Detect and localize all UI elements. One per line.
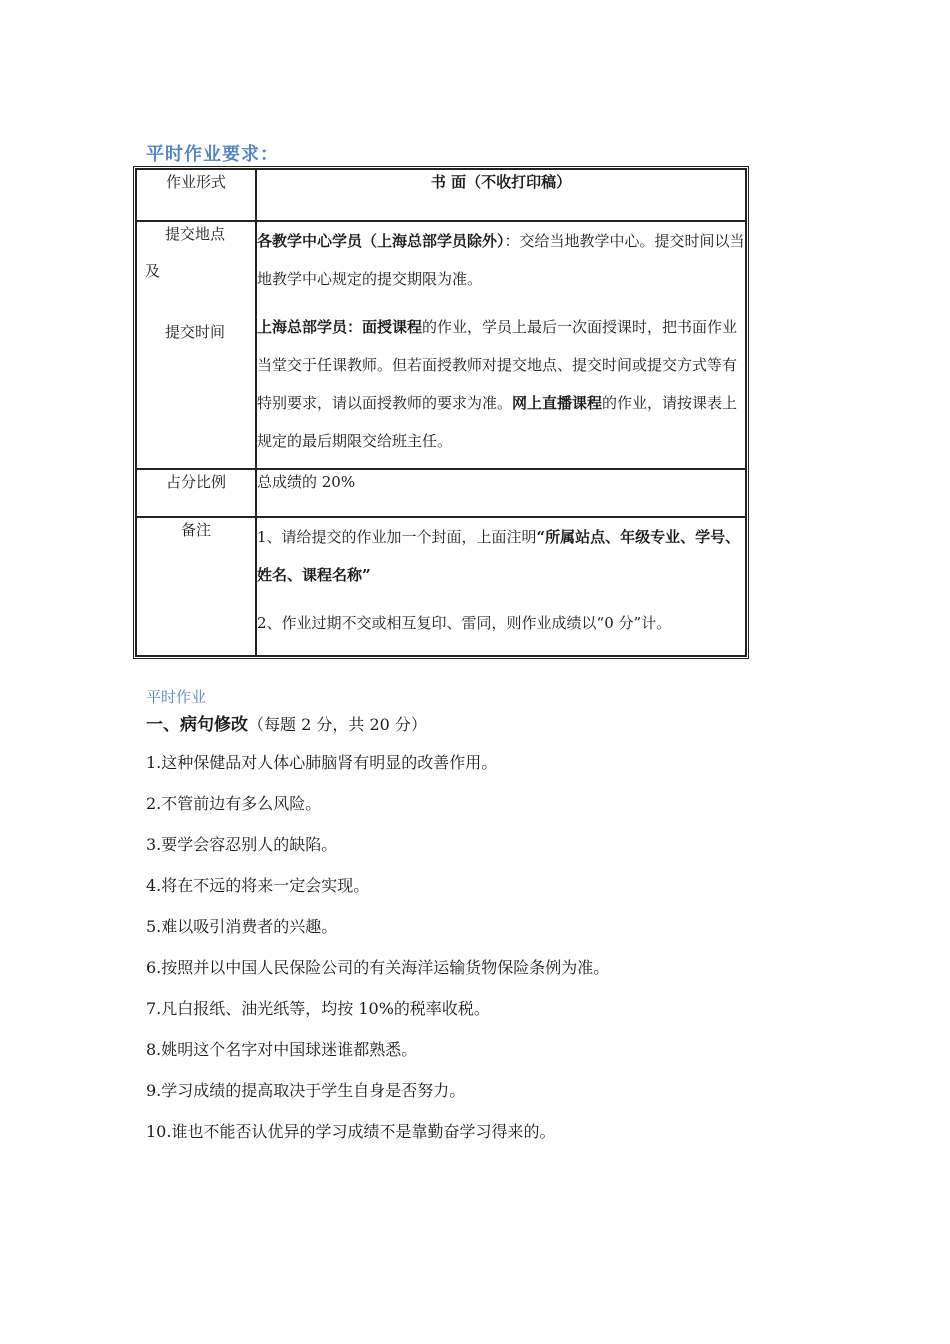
online-text: 的作业，请按课表上规定的最后期限交给班主任。 — [257, 394, 738, 450]
note-1-bold: “所属站点、年级专业、学号、姓名、课程名称” — [257, 528, 741, 584]
ratio-value: 总成绩的 20% — [256, 469, 746, 517]
section-title — [146, 710, 427, 735]
list-item: 7.凡白报纸、油光纸等，均按 10%的税率收税。 — [146, 999, 490, 1018]
section-title-note: （每题 2 分，共 20 分） — [248, 715, 427, 734]
table-row-ratio — [136, 469, 746, 517]
table-row-note — [136, 517, 746, 656]
form-label: 作业形式 — [136, 169, 256, 221]
centers-bold-text: 各教学中心学员（上海总部学员除外） — [257, 232, 505, 250]
submission-label-line-1: 提交地点 — [165, 225, 226, 243]
form-value: 书 面（不收打印稿） — [256, 169, 746, 221]
online-bold-text: 网上直播课程 — [512, 394, 603, 412]
list-item: 8.姚明这个名字对中国球迷谁都熟悉。 — [146, 1040, 418, 1059]
note-label: 备注 — [136, 517, 256, 656]
note-item-2: 2、作业过期不交或相互复印、雷同，则作业成绩以“0 分”计。 — [257, 614, 672, 632]
shanghai-bold-text: 上海总部学员：面授课程 — [257, 318, 423, 336]
table-row-form — [136, 169, 746, 221]
list-item: 2.不管前边有多么风险。 — [146, 794, 322, 813]
section-subheading: 平时作业 — [146, 688, 207, 706]
submission-content — [256, 221, 746, 469]
submission-label-line-2: 及 — [145, 262, 161, 280]
note-item-1 — [257, 518, 745, 594]
list-item: 4.将在不远的将来一定会实现。 — [146, 876, 370, 895]
shanghai-text: 的作业，学员上最后一次面授课时，把书面作业当堂交于任课教师。但若面授教师对提交地点、提交时间或提交方式等有特别要求，请以面授教师的要求为准。 — [257, 318, 738, 412]
note-1-text: 1、请给提交的作业加一个封面，上面注明 — [257, 528, 537, 546]
submission-label — [136, 221, 256, 469]
submission-paragraph-centers — [257, 222, 745, 298]
note-content — [256, 517, 746, 656]
list-item: 9.学习成绩的提高取决于学生自身是否努力。 — [146, 1081, 466, 1100]
table-row-submission — [136, 221, 746, 469]
submission-paragraph-shanghai — [257, 308, 745, 460]
requirements-table — [133, 166, 749, 659]
page-heading: 平时作业要求： — [146, 144, 279, 165]
list-item: 6.按照并以中国人民保险公司的有关海洋运输货物保险条例为准。 — [146, 958, 610, 977]
list-item: 5.难以吸引消费者的兴趣。 — [146, 917, 338, 936]
question-list — [146, 748, 609, 1158]
list-item: 1.这种保健品对人体心肺脑肾有明显的改善作用。 — [146, 753, 498, 772]
list-item: 3.要学会容忍别人的缺陷。 — [146, 835, 338, 854]
section-title-main: 一、病句修改 — [146, 715, 248, 735]
centers-text: ：交给当地教学中心。提交时间以当地教学中心规定的提交期限为准。 — [257, 232, 745, 288]
ratio-label: 占分比例 — [136, 469, 256, 517]
submission-label-line-3: 提交时间 — [165, 323, 226, 341]
list-item: 10.谁也不能否认优异的学习成绩不是靠勤奋学习得来的。 — [146, 1122, 556, 1141]
